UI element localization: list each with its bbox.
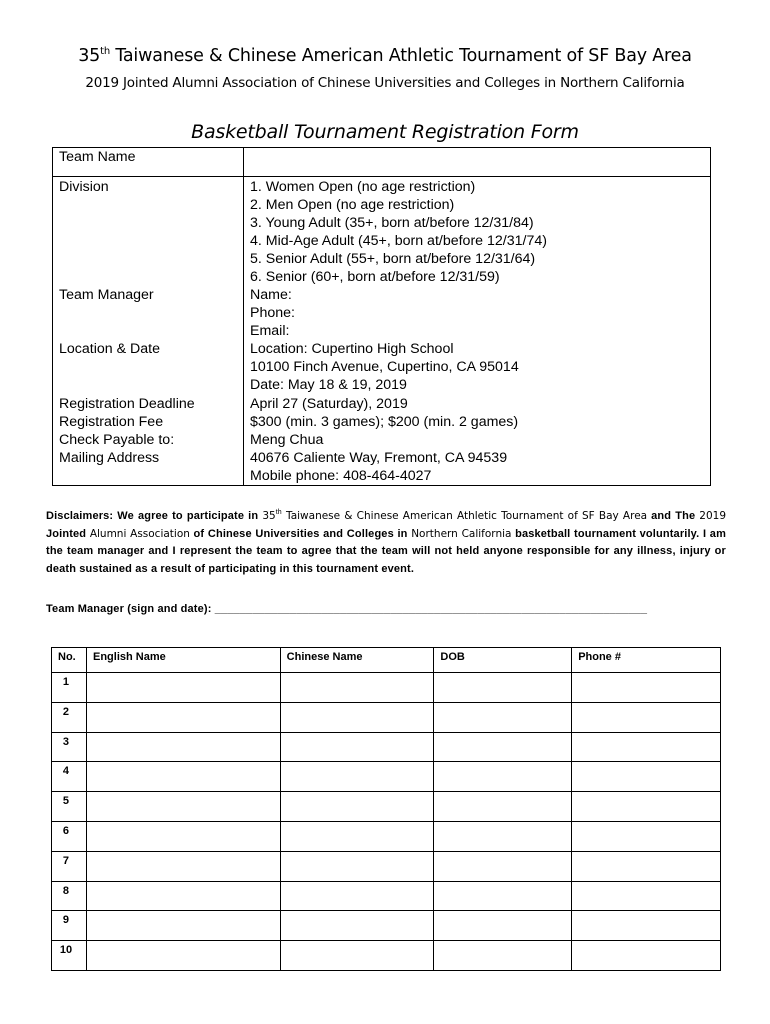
title-text: Taiwanese & Chinese American Athletic Tournament of SF Bay Area xyxy=(109,46,692,66)
row-number: 3 xyxy=(52,732,87,762)
fee-value: $300 (min. 3 games); $200 (min. 2 games) xyxy=(250,414,519,430)
manager-signature-line[interactable]: Team Manager (sign and date): _____________________________________________________________________ xyxy=(46,603,648,615)
dob-cell[interactable] xyxy=(434,911,572,941)
mailing-address-line: 40676 Caliente Way, Fremont, CA 94539 xyxy=(250,450,508,466)
dob-cell[interactable] xyxy=(434,732,572,762)
date-line: Date: May 18 & 19, 2019 xyxy=(250,377,407,393)
team-name-label: Team Name xyxy=(53,148,244,177)
table-row xyxy=(52,673,721,703)
table-row xyxy=(52,702,721,732)
phone-cell[interactable] xyxy=(572,911,721,941)
team-name-field[interactable] xyxy=(244,148,711,177)
division-option: 1. Women Open (no age restriction) xyxy=(250,179,476,195)
col-header-no: No. xyxy=(52,648,87,673)
title-superscript: th xyxy=(100,46,110,57)
division-options xyxy=(244,177,711,287)
chinese-name-cell[interactable] xyxy=(280,851,434,881)
english-name-cell[interactable] xyxy=(86,821,280,851)
roster-header-row xyxy=(52,648,721,673)
col-header-english-name: English Name xyxy=(86,648,280,673)
chinese-name-cell[interactable] xyxy=(280,673,434,703)
table-row xyxy=(52,821,721,851)
chinese-name-cell[interactable] xyxy=(280,941,434,971)
team-manager-label: Team Manager xyxy=(53,286,244,340)
row-number: 4 xyxy=(52,762,87,792)
english-name-cell[interactable] xyxy=(86,851,280,881)
english-name-cell[interactable] xyxy=(86,673,280,703)
disclaimer-text: Disclaimers: We agree to participate in 35th Taiwanese & Chinese American Athletic Tournament of SF Bay Area and The 2019 Jointed Alumni Association of Chinese Universities and Colleges in Northern California basketball tournament voluntarily. I am the team manager and I represent the team to agree that the team will not held anyone responsible for any illness, injury or death sustained as a result of participating in this tournament event. xyxy=(46,509,727,575)
dob-cell[interactable] xyxy=(434,851,572,881)
manager-email-field[interactable]: Email: xyxy=(250,323,290,339)
phone-cell[interactable] xyxy=(572,673,721,703)
roster-table xyxy=(51,647,721,971)
payable-value: Meng Chua xyxy=(250,432,324,448)
dob-cell[interactable] xyxy=(434,881,572,911)
row-number: 2 xyxy=(52,702,87,732)
col-header-chinese-name: Chinese Name xyxy=(280,648,434,673)
division-option: 5. Senior Adult (55+, born at/before 12/31/64) xyxy=(250,251,536,267)
row-number: 9 xyxy=(52,911,87,941)
phone-cell[interactable] xyxy=(572,702,721,732)
dob-cell[interactable] xyxy=(434,792,572,822)
table-row xyxy=(52,762,721,792)
roster-body xyxy=(52,673,721,971)
fee-label: Registration Fee xyxy=(53,413,244,431)
address-line: 10100 Finch Avenue, Cupertino, CA 95014 xyxy=(250,359,519,375)
english-name-cell[interactable] xyxy=(86,702,280,732)
chinese-name-cell[interactable] xyxy=(280,881,434,911)
dob-cell[interactable] xyxy=(434,702,572,732)
division-option: 2. Men Open (no age restriction) xyxy=(250,197,455,213)
phone-cell[interactable] xyxy=(572,821,721,851)
chinese-name-cell[interactable] xyxy=(280,702,434,732)
dob-cell[interactable] xyxy=(434,673,572,703)
english-name-cell[interactable] xyxy=(86,881,280,911)
location-date-value xyxy=(244,340,711,395)
phone-cell[interactable] xyxy=(572,851,721,881)
chinese-name-cell[interactable] xyxy=(280,732,434,762)
phone-cell[interactable] xyxy=(572,762,721,792)
english-name-cell[interactable] xyxy=(86,762,280,792)
mailing-address-value xyxy=(244,449,711,486)
division-label: Division xyxy=(53,177,244,287)
row-number: 7 xyxy=(52,851,87,881)
dob-cell[interactable] xyxy=(434,762,572,792)
title-number: 35 xyxy=(78,46,101,66)
payable-label: Check Payable to: xyxy=(53,431,244,449)
col-header-dob: DOB xyxy=(434,648,572,673)
table-row xyxy=(52,911,721,941)
dob-cell[interactable] xyxy=(434,821,572,851)
chinese-name-cell[interactable] xyxy=(280,911,434,941)
english-name-cell[interactable] xyxy=(86,911,280,941)
chinese-name-cell[interactable] xyxy=(280,792,434,822)
location-line: Location: Cupertino High School xyxy=(250,341,454,357)
col-header-phone: Phone # xyxy=(572,648,721,673)
row-number: 8 xyxy=(52,881,87,911)
row-number: 10 xyxy=(52,941,87,971)
phone-cell[interactable] xyxy=(572,792,721,822)
table-row xyxy=(52,881,721,911)
english-name-cell[interactable] xyxy=(86,941,280,971)
deadline-value: April 27 (Saturday), 2019 xyxy=(250,396,408,412)
table-row xyxy=(52,941,721,971)
mobile-phone-line: Mobile phone: 408-464-4027 xyxy=(250,468,432,484)
form-title: Basketball Tournament Registration Form xyxy=(191,121,579,143)
chinese-name-cell[interactable] xyxy=(280,762,434,792)
table-row xyxy=(52,851,721,881)
english-name-cell[interactable] xyxy=(86,732,280,762)
row-number: 1 xyxy=(52,673,87,703)
manager-name-field[interactable]: Name: xyxy=(250,287,292,303)
division-option: 6. Senior (60+, born at/before 12/31/59) xyxy=(250,269,500,285)
registration-info-table xyxy=(52,147,711,486)
table-row xyxy=(52,732,721,762)
row-number: 6 xyxy=(52,821,87,851)
phone-cell[interactable] xyxy=(572,881,721,911)
phone-cell[interactable] xyxy=(572,941,721,971)
organizer-subtitle: 2019 Jointed Alumni Association of Chinese Universities and Colleges in Northern California xyxy=(85,75,685,91)
deadline-label: Registration Deadline xyxy=(53,395,244,413)
manager-phone-field[interactable]: Phone: xyxy=(250,305,295,321)
chinese-name-cell[interactable] xyxy=(280,821,434,851)
english-name-cell[interactable] xyxy=(86,792,280,822)
division-option: 3. Young Adult (35+, born at/before 12/31/84) xyxy=(250,215,534,231)
division-option: 4. Mid-Age Adult (45+, born at/before 12/31/74) xyxy=(250,233,547,249)
row-number: 5 xyxy=(52,792,87,822)
dob-cell[interactable] xyxy=(434,941,572,971)
phone-cell[interactable] xyxy=(572,732,721,762)
tournament-title xyxy=(0,46,770,66)
location-date-label: Location & Date xyxy=(53,340,244,395)
team-manager-fields xyxy=(244,286,711,340)
table-row xyxy=(52,792,721,822)
mailing-address-label: Mailing Address xyxy=(53,449,244,486)
